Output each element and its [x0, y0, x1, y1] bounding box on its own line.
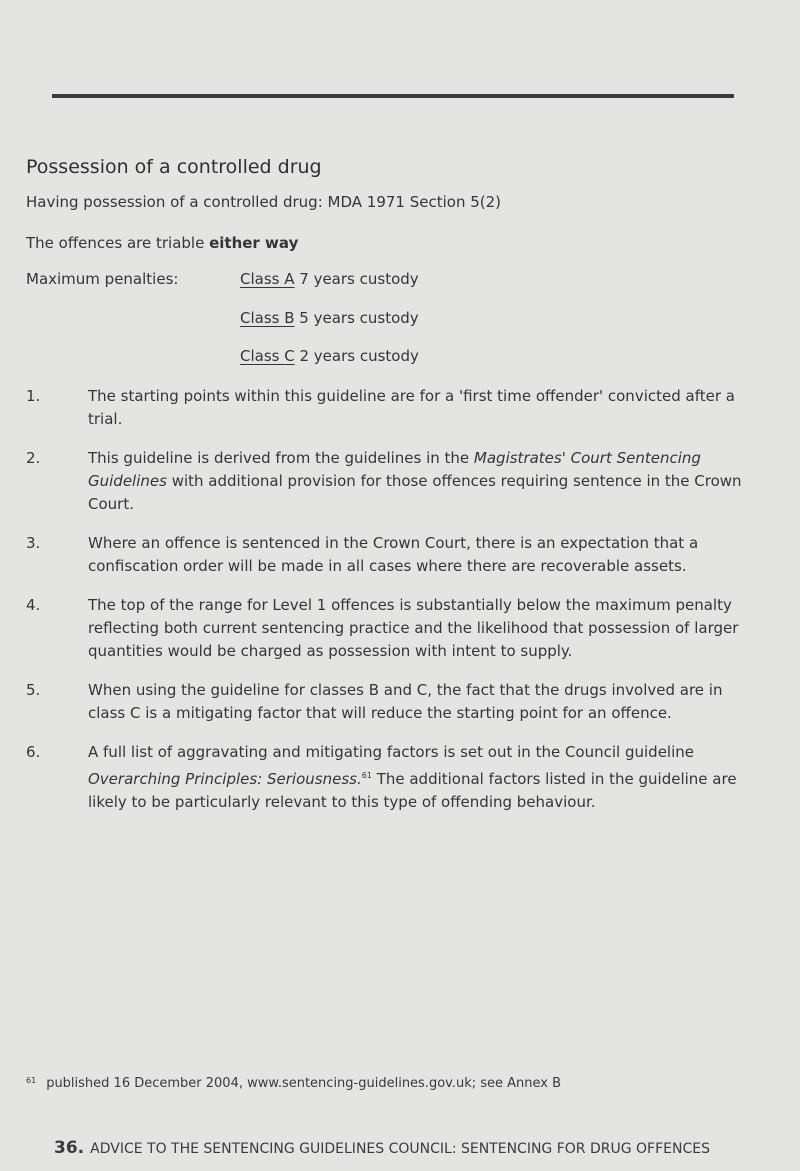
note-text: Where an offence is sentenced in the Crown Court, there is an expectation that a confiscation order will be made in all cases where there are recoverable assets.	[88, 534, 699, 575]
footer-title: ADVICE TO THE SENTENCING GUIDELINES COUNCIL: SENTENCING FOR DRUG OFFENCES	[90, 1141, 710, 1157]
penalty-term: 7 years custody	[294, 270, 419, 288]
triable-line	[26, 234, 298, 252]
note-text-pre: A full list of aggravating and mitigating factors is set out in the Council guideline	[88, 743, 694, 761]
note-item	[26, 679, 746, 725]
note-item	[26, 447, 746, 516]
note-number: 5.	[26, 681, 41, 699]
top-rule	[52, 94, 734, 98]
statute-line: Having possession of a controlled drug: MDA 1971 Section 5(2)	[26, 193, 502, 211]
penalty-row	[240, 309, 419, 327]
penalty-row	[240, 347, 419, 365]
penalty-class: Class A	[240, 270, 295, 288]
footnote-mark: 61	[26, 1076, 37, 1085]
footnote	[26, 1076, 561, 1091]
note-text: When using the guideline for classes B and C, the fact that the drugs involved are in class C is a mitigating factor that will reduce the starting point for an offence.	[88, 681, 723, 722]
max-penalties-label: Maximum penalties:	[26, 270, 179, 288]
note-text-post: with additional provision for those offences requiring sentence in the Crown Court.	[88, 472, 742, 513]
note-text: The top of the range for Level 1 offences is substantially below the maximum penalty reflecting both current sentencing practice and the likelihood that possession of larger quantities would be charged as possession with intent to supply.	[88, 596, 739, 660]
note-number: 4.	[26, 596, 41, 614]
penalty-row	[240, 270, 419, 288]
triable-emphasis: either way	[209, 234, 299, 252]
page-number: 36.	[54, 1138, 85, 1158]
note-number: 6.	[26, 743, 41, 761]
footnote-text: published 16 December 2004, www.sentencing-guidelines.gov.uk; see Annex B	[46, 1076, 562, 1091]
note-number: 1.	[26, 387, 41, 405]
note-text-italic: Overarching Principles: Seriousness.	[88, 770, 362, 788]
note-text-italic: Magistrates' Court Sentencing Guidelines	[88, 449, 701, 490]
note-number: 2.	[26, 449, 41, 467]
note-number: 3.	[26, 534, 41, 552]
note-item	[26, 594, 746, 663]
page-title: Possession of a controlled drug	[26, 156, 322, 178]
note-text-pre: This guideline is derived from the guidelines in the	[88, 449, 474, 467]
penalty-class: Class C	[240, 347, 295, 365]
note-text-post: The additional factors listed in the guideline are likely to be particularly relevant to this type of offending behaviour.	[88, 770, 737, 811]
footnote-ref: 61	[361, 771, 372, 780]
note-text: The starting points within this guideline are for a 'first time offender' convicted after a trial.	[88, 387, 735, 428]
penalty-term: 5 years custody	[294, 309, 419, 327]
page-footer	[54, 1138, 710, 1158]
penalty-term: 2 years custody	[294, 347, 419, 365]
notes-list	[26, 385, 746, 814]
triable-prefix: The offences are triable	[26, 234, 210, 252]
note-item	[26, 532, 746, 578]
note-item	[26, 385, 746, 431]
penalty-class: Class B	[240, 309, 295, 327]
note-item	[26, 741, 746, 814]
